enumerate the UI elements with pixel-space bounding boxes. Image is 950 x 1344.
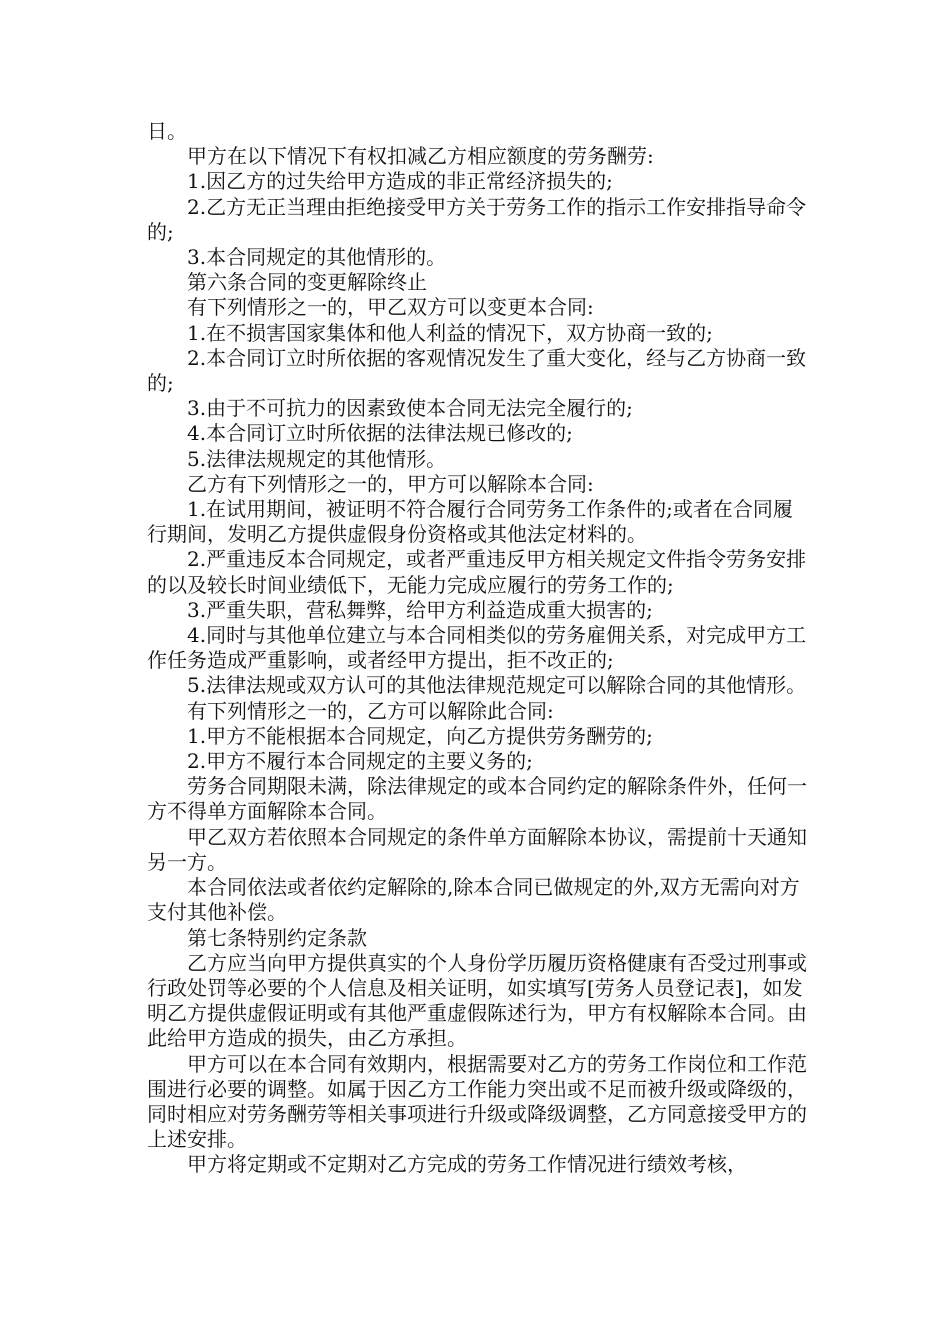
paragraph: 甲方将定期或不定期对乙方完成的劳务工作情况进行绩效考核， bbox=[187, 1152, 747, 1177]
paragraph: 4.本合同订立时所依据的法律法规已修改的; bbox=[187, 421, 573, 446]
paragraph: 3.严重失职，营私舞弊，给甲方利益造成重大损害的; bbox=[187, 597, 653, 622]
paragraph: 4.同时与其他单位建立与本合同相类似的劳务雇佣关系，对完成甲方工作任务造成严重影响，或者经甲方提出，拒不改正的; bbox=[147, 623, 807, 673]
paragraph: 甲方在以下情况下有权扣减乙方相应额度的劳务酬劳: bbox=[187, 144, 654, 169]
paragraph: 2.乙方无正当理由拒绝接受甲方关于劳务工作的指示工作安排指导命令的; bbox=[147, 194, 807, 244]
paragraph: 有下列情形之一的，甲乙双方可以变更本合同: bbox=[187, 295, 594, 320]
paragraph: 甲方可以在本合同有效期内，根据需要对乙方的劳务工作岗位和工作范围进行必要的调整。如属于因乙方工作能力突出或不足而被升级或降级的，同时相应对劳务酬劳等相关事项进行升级或降级调整，乙方同意接受甲方的上述安排。 bbox=[147, 1051, 807, 1152]
paragraph: 2.严重违反本合同规定，或者严重违反甲方相关规定文件指令劳务安排的以及较长时间业绩低下，无能力完成应履行的劳务工作的; bbox=[147, 547, 807, 597]
document-body bbox=[147, 119, 811, 1178]
paragraph: 有下列情形之一的，乙方可以解除此合同: bbox=[187, 698, 554, 723]
paragraph: 乙方应当向甲方提供真实的个人身份学历履历资格健康有否受过刑事或行政处罚等必要的个人信息及相关证明，如实填写[劳务人员登记表]，如发明乙方提供虚假证明或有其他严重虚假陈述行为，甲方有权解除本合同。由此给甲方造成的损失，由乙方承担。 bbox=[147, 950, 807, 1051]
paragraph: 本合同依法或者依约定解除的,除本合同已做规定的外,双方无需向对方支付其他补偿。 bbox=[147, 875, 800, 925]
paragraph: 3.本合同规定的其他情形的。 bbox=[187, 245, 447, 270]
paragraph: 甲乙双方若依照本合同规定的条件单方面解除本协议，需提前十天通知另一方。 bbox=[147, 824, 807, 874]
section-heading: 第七条特别约定条款 bbox=[187, 925, 367, 950]
paragraph: 3.由于不可抗力的因素致使本合同无法完全履行的; bbox=[187, 396, 633, 421]
paragraph: 5.法律法规规定的其他情形。 bbox=[187, 446, 447, 471]
paragraph: 1.甲方不能根据本合同规定，向乙方提供劳务酬劳的; bbox=[187, 723, 653, 748]
paragraph: 5.法律法规或双方认可的其他法律规范规定可以解除合同的其他情形。 bbox=[187, 673, 807, 698]
paragraph: 1.在试用期间，被证明不符合履行合同劳务工作条件的;或者在合同履行期间，发明乙方提供虚假身份资格或其他法定材料的。 bbox=[147, 497, 793, 547]
paragraph: 乙方有下列情形之一的，甲方可以解除本合同: bbox=[187, 471, 594, 496]
paragraph: 1.在不损害国家集体和他人利益的情况下，双方协商一致的; bbox=[187, 320, 713, 345]
paragraph: 1.因乙方的过失给甲方造成的非正常经济损失的; bbox=[187, 169, 613, 194]
paragraph: 劳务合同期限未满，除法律规定的或本合同约定的解除条件外，任何一方不得单方面解除本合同。 bbox=[147, 774, 807, 824]
paragraph: 日。 bbox=[147, 119, 187, 143]
section-heading: 第六条合同的变更解除终止 bbox=[187, 270, 427, 295]
paragraph: 2.本合同订立时所依据的客观情况发生了重大变化，经与乙方协商一致的; bbox=[147, 345, 807, 396]
paragraph: 2.甲方不履行本合同规定的主要义务的; bbox=[187, 749, 533, 774]
